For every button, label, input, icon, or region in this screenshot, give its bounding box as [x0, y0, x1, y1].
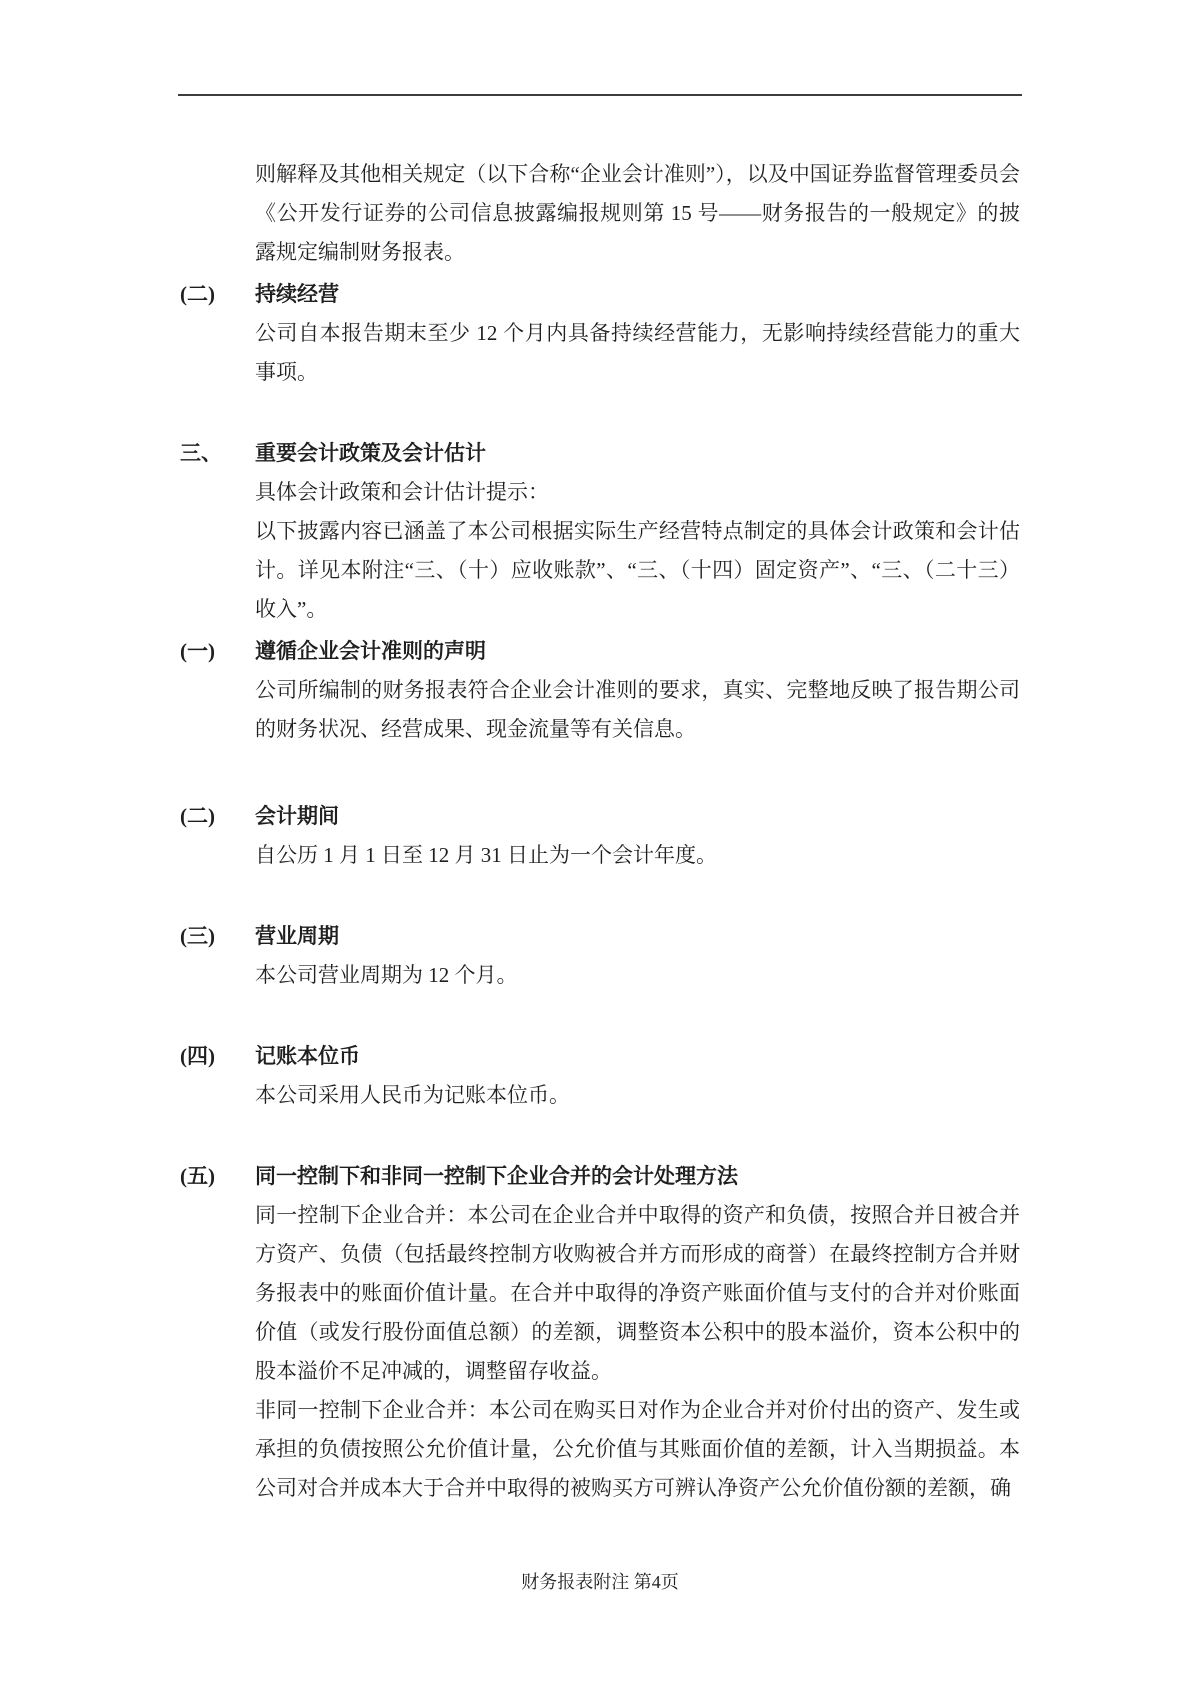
section-label: (五) [180, 1164, 215, 1188]
paragraph-row [180, 1076, 1020, 1115]
paragraph-row [180, 473, 1020, 512]
section-title: 遵循企业会计准则的声明 [255, 639, 486, 663]
paragraph-row [180, 1391, 1020, 1508]
paragraph-row [180, 671, 1020, 749]
paragraph-text: 同一控制下企业合并：本公司在企业合并中取得的资产和负债，按照合并日被合并方资产、负债（包括最终控制方收购被合并方而形成的商誉）在最终控制方合并财务报表中的账面价值计量。在合并中取得的净资产账面价值与支付的合并对价账面价值（或发行股份面值总额）的差额，调整资本公积中的股本溢价，资本公积中的股本溢价不足冲减的，调整留存收益。 [255, 1203, 1020, 1383]
section-heading-row [180, 1157, 1020, 1196]
page-footer [0, 1568, 1200, 1596]
paragraph-text: 公司所编制的财务报表符合企业会计准则的要求，真实、完整地反映了报告期公司的财务状况、经营成果、现金流量等有关信息。 [255, 678, 1020, 741]
section-title: 同一控制下和非同一控制下企业合并的会计处理方法 [255, 1164, 738, 1188]
chapter-label: 三、 [180, 441, 222, 465]
section-title: 营业周期 [255, 924, 339, 948]
section-heading-row [180, 917, 1020, 956]
section-heading-row [180, 275, 1020, 314]
paragraph-row [180, 956, 1020, 995]
paragraph-row [180, 314, 1020, 392]
paragraph-row [180, 155, 1020, 272]
section-label: (三) [180, 924, 215, 948]
section-heading-row [180, 1037, 1020, 1076]
document-content [180, 155, 1020, 1508]
paragraph-text: 则解释及其他相关规定（以下合称“企业会计准则”），以及中国证券监督管理委员会《公开发行证券的公司信息披露编报规则第 15 号——财务报告的一般规定》的披露规定编制财务报表。 [255, 162, 1020, 264]
paragraph-text: 本公司采用人民币为记账本位币。 [255, 1083, 570, 1107]
paragraph-row [180, 1196, 1020, 1391]
chapter-heading-row [180, 434, 1020, 473]
paragraph-text: 自公历 1 月 1 日至 12 月 31 日止为一个会计年度。 [255, 843, 717, 867]
paragraph-row [180, 512, 1020, 629]
section-title: 持续经营 [255, 282, 339, 306]
paragraph-text: 具体会计政策和会计估计提示： [255, 480, 549, 504]
section-title: 记账本位币 [255, 1044, 360, 1068]
section-heading-row [180, 797, 1020, 836]
section-label: (一) [180, 639, 215, 663]
paragraph-text: 非同一控制下企业合并：本公司在购买日对作为企业合并对价付出的资产、发生或承担的负债按照公允价值计量，公允价值与其账面价值的差额，计入当期损益。本公司对合并成本大于合并中取得的被购买方可辨认净资产公允价值份额的差额，确 [255, 1398, 1020, 1500]
paragraph-row [180, 836, 1020, 875]
chapter-title: 重要会计政策及会计估计 [255, 441, 486, 465]
paragraph-text: 公司自本报告期末至少 12 个月内具备持续经营能力，无影响持续经营能力的重大事项。 [255, 321, 1020, 384]
footer-text: 财务报表附注 第4页 [521, 1572, 679, 1592]
section-heading-row [180, 632, 1020, 671]
paragraph-text: 本公司营业周期为 12 个月。 [255, 963, 518, 987]
paragraph-text: 以下披露内容已涵盖了本公司根据实际生产经营特点制定的具体会计政策和会计估计。详见本附注“三、（十）应收账款”、“三、（十四）固定资产”、“三、（二十三）收入”。 [255, 519, 1020, 621]
section-label: (四) [180, 1044, 215, 1068]
section-label: (二) [180, 282, 215, 306]
section-title: 会计期间 [255, 804, 339, 828]
header-rule [178, 94, 1022, 96]
section-label: (二) [180, 804, 215, 828]
